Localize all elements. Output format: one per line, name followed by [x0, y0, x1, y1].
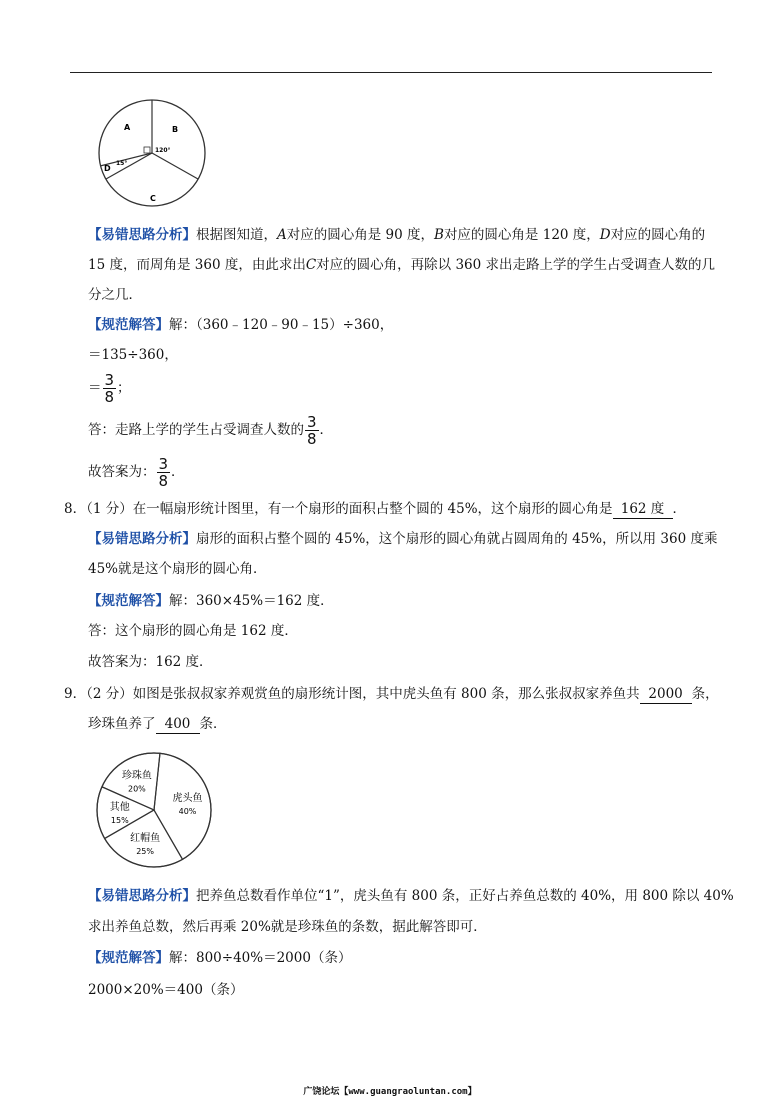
- q7-analysis-1e: 对应的圆心角是 120 度，: [443, 227, 600, 243]
- fraction-3-8: [103, 370, 117, 406]
- q7-solution-line-1: [88, 316, 393, 334]
- angle-label-d: 15°: [116, 160, 128, 167]
- pie-percent-tiger: 40%: [178, 806, 197, 816]
- q8-question-line: [64, 500, 686, 519]
- radius-left: [106, 153, 152, 179]
- q7-analysis-line-3: 分之几．: [88, 287, 142, 303]
- q9-solution-tag: 【规范解答】: [88, 950, 169, 966]
- q9-question-b: 条，: [691, 686, 719, 702]
- fish-pie-chart: [90, 750, 220, 876]
- fraction-denominator: 8: [158, 471, 169, 490]
- pie-label-other: 其他: [109, 801, 130, 813]
- q9-answer-blank-1: 2000: [640, 685, 692, 704]
- q7-analysis-tag: 【易错思路分析】: [88, 227, 196, 243]
- q9-analysis-line-2: 求出养鱼总数，然后再乘 20%就是珍珠鱼的条数，据此解答即可．: [88, 919, 487, 935]
- fraction-denominator: 8: [104, 387, 115, 406]
- q7-analysis-1a: 根据图知道，: [196, 227, 277, 243]
- q8-solution-line: [88, 592, 334, 610]
- q8-answer-line: 答：这个扇形的圆心角是 162 度．: [88, 623, 298, 639]
- q9-solution-line-1: [88, 949, 351, 967]
- q7-answer-line: [88, 410, 333, 450]
- fraction-numerator: 3: [307, 412, 317, 431]
- q7-analysis-2a: 15 度，而周角是 360 度，由此求出: [88, 257, 306, 273]
- q7-analysis-line-1: [88, 226, 705, 244]
- q8-analysis-line-2: 45%就是这个扇形的圆心角．: [88, 561, 267, 577]
- q9-solution-1: 解：800÷40%＝2000（条）: [169, 950, 352, 966]
- header-rule: [70, 72, 712, 73]
- fraction-3-8: [157, 454, 171, 490]
- q7-answer-text: 答：走路上学的学生占受调查人数的: [88, 422, 304, 438]
- sector-label-b: B: [172, 125, 179, 134]
- q7-final-end: ．: [171, 464, 185, 480]
- q7-solution-tag: 【规范解答】: [88, 317, 169, 333]
- q9-question-d: 条．: [199, 716, 227, 732]
- q7-analysis-1g: 对应的圆心角的: [610, 227, 706, 243]
- q7-var-a: A: [277, 227, 287, 243]
- pie-percent-red-cap: 25%: [136, 847, 154, 856]
- q7-answer-end: ．: [319, 422, 334, 438]
- q9-question-line-2: [88, 715, 227, 734]
- pie-label-red-cap: 红帽鱼: [130, 833, 161, 844]
- q9-solution-line-2: 2000×20%＝400（条）: [88, 982, 244, 998]
- q8-question-end: ．: [672, 501, 687, 517]
- q9-question-line-1: [64, 685, 719, 704]
- q8-final-line: 故答案为：162 度．: [88, 654, 213, 670]
- fraction-3-8: [305, 412, 319, 448]
- q7-solution-1: 解：（360﹣120﹣90﹣15）÷360，: [169, 317, 394, 333]
- q9-answer-blank-2: 400: [156, 715, 200, 734]
- q8-analysis-line-1: [88, 530, 717, 548]
- q7-var-c: C: [305, 257, 317, 273]
- sector-label-a: A: [124, 123, 131, 132]
- q9-question-text: 9．（2 分）如图是张叔叔家养观赏鱼的扇形统计图，其中虎头鱼有 800 条，那么张叔叔家养鱼共: [64, 686, 640, 702]
- q8-answer-blank: 162 度: [613, 500, 673, 519]
- page-footer: 广饶论坛【www.guangraoluntan.com】: [303, 1087, 477, 1097]
- pie-percent-other: 15%: [110, 815, 129, 825]
- q8-analysis-tag: 【易错思路分析】: [88, 531, 196, 547]
- q7-var-b: B: [434, 227, 444, 243]
- q9-analysis-tag: 【易错思路分析】: [88, 888, 196, 904]
- fraction-denominator: 8: [307, 429, 317, 448]
- q7-solution-line-2: ＝135÷360，: [88, 347, 178, 363]
- q7-eq-suffix: ；: [117, 380, 131, 396]
- angle-label-b: 120°: [155, 147, 171, 154]
- q8-question-text: 8．（1 分）在一幅扇形统计图里，有一个扇形的面积占整个圆的 45%，这个扇形的圆心角是: [64, 501, 613, 517]
- q8-solution-1: 解：360×45%＝162 度．: [169, 593, 334, 609]
- q7-final-line: [88, 452, 185, 492]
- q8-solution-tag: 【规范解答】: [88, 593, 169, 609]
- pie-label-tiger: 虎头鱼: [172, 792, 203, 804]
- q7-solution-line-3: [88, 368, 131, 408]
- q7-var-d: D: [599, 227, 611, 243]
- fraction-numerator: 3: [104, 370, 115, 389]
- sector-label-d: D: [104, 164, 111, 173]
- q8-analysis-1: 扇形的面积占整个圆的 45%，这个扇形的圆心角就占圆周角的 45%，所以用 360 度乘: [196, 531, 718, 547]
- pie-label-pearl: 珍珠鱼: [121, 770, 152, 782]
- sector-diagram-abcd: [92, 96, 212, 216]
- q7-eq-prefix: ＝: [88, 380, 102, 396]
- q9-analysis-line-1: [88, 887, 734, 905]
- q9-analysis-1: 把养鱼总数看作单位“1”，虎头鱼有 800 条，正好占养鱼总数的 40%，用 800 除以 40%: [196, 888, 734, 904]
- pie-percent-pearl: 20%: [128, 784, 146, 794]
- q7-analysis-2c: 对应的圆心角，再除以 360 求出走路上学的学生占受调查人数的几: [316, 257, 716, 273]
- radius-right: [152, 153, 198, 179]
- right-angle-mark: [144, 147, 150, 153]
- sector-label-c: C: [150, 194, 156, 203]
- q7-analysis-line-2: [88, 256, 715, 274]
- fraction-numerator: 3: [158, 454, 169, 473]
- q9-question-c: 珍珠鱼养了: [88, 716, 156, 732]
- q7-final-text: 故答案为：: [88, 464, 156, 480]
- q7-analysis-1c: 对应的圆心角是 90 度，: [286, 227, 435, 243]
